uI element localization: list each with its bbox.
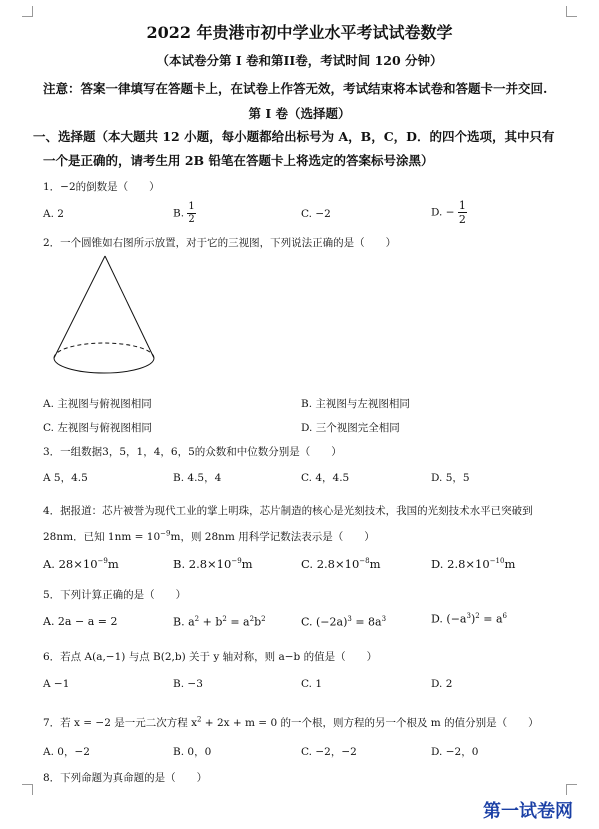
q5-option-d: D. $(-a^3)^2 = a^6$ [431, 612, 507, 626]
question-6-stem: 6．若点 A(a,−1) 与点 B(2,b) 关于 y 轴对称，则 a−b 的值是（ ） [43, 651, 378, 663]
q1-option-b: B. $\frac{1}{2}$ [173, 201, 195, 225]
crop-mark-bottom-left [22, 784, 33, 795]
q2-option-d: D. 三个视图完全相同 [301, 422, 400, 434]
q4-option-d: D. $2.8\times 10^{-10}m$ [431, 557, 516, 571]
q3-option-a: A 5，4.5 [43, 472, 88, 484]
q1-option-c: C. −2 [301, 208, 331, 220]
q6-option-b: B. −3 [173, 678, 203, 690]
q4-option-a: A. $28\times 10^{-9}m$ [43, 557, 119, 571]
question-4-stem: 4．据报道：芯片被誉为现代工业的掌上明珠，芯片制造的核心是光刻技术，我国的光刻技术水平已突破到 [43, 505, 533, 517]
crop-mark-top-right [566, 6, 577, 17]
watermark-logo: 第一试卷网 [483, 801, 573, 822]
question-7-stem: 7．若 x = −2 是一元二次方程 $x^2 + 2x + m = 0$ 的一个根，则方程的另一个根及 m 的值分别是（ ） [43, 715, 539, 729]
q7-option-a: A. 0，−2 [43, 746, 90, 758]
section-heading-line1: 一、选择题（本大题共 12 小题，每小题都给出标号为 A，B，C，D．的四个选项，其中只有 [33, 129, 555, 144]
q4-option-b: B. $2.8\times 10^{-9}m$ [173, 557, 253, 571]
q1-option-d: D. − $\frac{1}{2}$ [431, 199, 466, 226]
q6-option-a: A −1 [43, 678, 70, 690]
part-heading: 第 I 卷（选择题） [248, 106, 351, 121]
q7-option-c: C. −2，−2 [301, 746, 357, 758]
q5-option-a: A. 2a − a = 2 [43, 615, 118, 628]
exam-notice: 注意：答案一律填写在答题卡上，在试卷上作答无效，考试结束将本试卷和答题卡一并交回. [43, 81, 548, 96]
q7-option-d: D. −2，0 [431, 746, 479, 758]
q6-option-d: D. 2 [431, 678, 453, 690]
question-5-stem: 5．下列计算正确的是（ ） [43, 589, 187, 601]
q5-option-b: B. $a^2 + b^2 = a^2b^2$ [173, 615, 266, 629]
q2-option-b: B. 主视图与左视图相同 [301, 398, 410, 410]
q5-option-c: C. $(-2a)^3 = 8a^3$ [301, 615, 387, 629]
exam-subtitle: （本试卷分第 I 卷和第II卷，考试时间 120 分钟） [156, 53, 443, 68]
question-3-stem: 3．一组数据3，5，1，4，6，5的众数和中位数分别是（ ） [43, 446, 342, 458]
q4-option-c: C. $2.8\times 10^{-8}m$ [301, 557, 381, 571]
section-heading-line2: 一个是正确的，请考生用 2B 铅笔在答题卡上将选定的答案标号涂黑） [43, 153, 434, 168]
q6-option-c: C. 1 [301, 678, 323, 690]
crop-mark-bottom-right [566, 784, 577, 795]
q7-option-b: B. 0，0 [173, 746, 212, 758]
question-4-stem-line2: 28nm．已知 $1nm = 10^{-9}m$，则 28nm 用科学记数法表示是（ ） [43, 529, 375, 543]
q2-option-c: C. 左视图与俯视图相同 [43, 422, 152, 434]
q3-option-c: C. 4，4.5 [301, 472, 350, 484]
crop-mark-top-left [22, 6, 33, 17]
q3-option-b: B. 4.5，4 [173, 472, 222, 484]
cone-figure [50, 252, 160, 382]
q2-option-a: A. 主视图与俯视图相同 [43, 398, 152, 410]
question-8-stem: 8．下列命题为真命题的是（ ） [43, 772, 208, 784]
exam-title: 2022 年贵港市初中学业水平考试试卷数学 [146, 23, 453, 42]
q3-option-d: D. 5，5 [431, 472, 470, 484]
q1-option-a: A. 2 [43, 208, 64, 220]
question-1-stem: 1．−2的倒数是（ ） [43, 181, 160, 193]
question-2-stem: 2．一个圆锥如右图所示放置，对于它的三视图，下列说法正确的是（ ） [43, 237, 397, 249]
